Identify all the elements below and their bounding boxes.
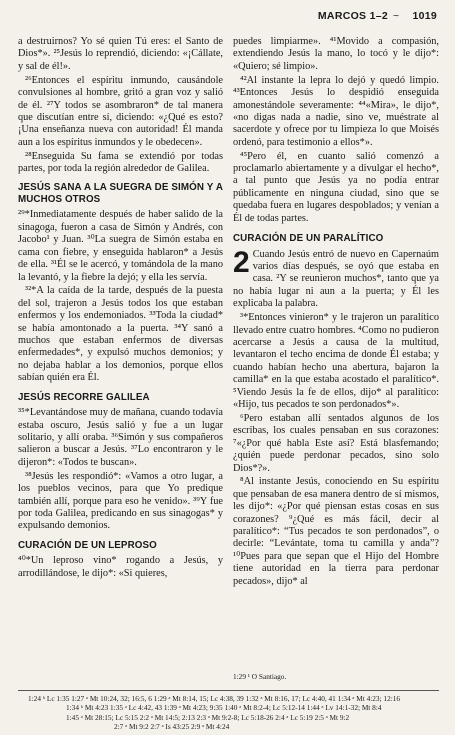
book-range: MARCOS 1–2 — [317, 10, 388, 22]
verse-paragraph: ⁴⁰*Un leproso vino* rogando a Jesús, y arrodillándose, le dijo*: «Si quieres, — [18, 555, 223, 579]
cross-reference-line: 1:34 ᵇ Mt 4:23 1:35 ᵃ Lc 4:42, 43 1:39 ᵃ Mt 4:23; 9:35 1:40 ᵃ Mt 8:2-4; Lc 5:12-14 1:44 ᵃ Lv 14:1-32; Mt 8:4 — [66, 703, 382, 713]
section-heading: CURACIÓN DE UN LEPROSO — [18, 539, 157, 551]
right-column — [233, 36, 439, 590]
footnote-divider — [18, 690, 439, 691]
verse-paragraph: ³⁵*Levantándose muy de mañana, cuando todavía estaba oscuro, Jesús salió y fue a un lugar solitario, y allí oraba. ³⁶Simón y sus compañeros salieron a buscar a Jesús. ³⁷Lo encontraron y le dijeron*: «Todos te buscan». — [18, 407, 223, 468]
verse-paragraph: ⁴²Al instante la lepra lo dejó y quedó limpio. ⁴³Entonces Jesús lo despidió enseguida amonestándole severamente: ⁴⁴«Mira», le dijo*, «no digas nada a nadie, sino ve, muéstrate al sacerdote y ofrece por tu limpieza lo que Moisés ordenó, para testimonio a ellos*». — [233, 74, 439, 148]
page-number: 1019 — [412, 10, 437, 22]
verse-paragraph: a destruirnos? Yo sé quien Tú eres: el Santo de Dios*». ²⁵Jesús lo reprendió, diciendo: «¡Cállate, y sal de él!». — [18, 36, 223, 72]
section-heading: JESÚS SANA A LA SUEGRA DE SIMÓN Y A MUCHOS OTROS — [18, 182, 223, 205]
verse-paragraph: ⁸Al instante Jesús, conociendo en Su espíritu que pensaban de esa manera dentro de sí mismos, les dijo*: «¿Por qué piensan estas cosas en sus corazones? ⁹¿Qué es más fácil, decir al paralítico*: “Tus pecados te son perdonados”, o decirle: “Levántate, toma tu camilla y anda”? ¹⁰Pues para que sepan que el Hijo del Hombre tiene autoridad en la tierra para perdonar pecados», dijo* al — [233, 476, 439, 587]
verse-paragraph: ²⁶Entonces el espíritu inmundo, causándole convulsiones al hombre, gritó a gran voz y salió de él. ²⁷Y todos se asombraron* de tal manera que discutían entre sí, diciendo: «¿Qué es esto? ¡Una enseñanza nueva con autoridad! Él manda aun a los espíritus inmundos y le obedecen». — [18, 74, 223, 148]
left-column — [18, 36, 223, 582]
chapter-number: 2 — [233, 245, 250, 279]
chapter-opening — [233, 245, 439, 311]
section-heading: JESÚS RECORRE GALILEA — [18, 391, 150, 403]
cross-reference-line: 1:24 ᵇ Lc 1:35 1:27 ᵃ Mt 10:24, 32; 16:5, 6 1:29 ᵃ Mt 8:14, 15; Lc 4:38, 39 1:32 ᵃ Mt 8:16, 17; Lc 4:40, 41 1:34 ᵃ Mt 4:23; 12:16 — [28, 694, 401, 703]
verse-paragraph: ³*Entonces vinieron* y le trajeron un paralítico llevado entre cuatro hombres. ⁴Como no pudieron acercarse a Jesús a causa de la multitud, levantaron el techo encima de donde Él estaba; y cuando habían hecho una abertura, bajaron la camilla* en la que estaba acostado el paralítico*. ⁵Viendo Jesús la fe de ellos, dijo* al paralítico: «Hijo, tus pecados te son perdonados*». — [233, 312, 439, 410]
verse-text: Cuando Jesús entró de nuevo en Capernaúm varios días después, se oyó que estaba en casa. ²Y se reunieron muchos*, tanto que ya no había lugar ni aun a la puerta; y Él les explicaba la palabra. — [233, 248, 439, 310]
footnote: 1:29 ¹ O Santiago. — [233, 672, 287, 681]
verse-paragraph: ²⁸Enseguida Su fama se extendió por todas partes, por toda la región alrededor de Galilea. — [18, 150, 223, 175]
section-heading: CURACIÓN DE UN PARALÍTICO — [233, 233, 384, 245]
verse-paragraph: ²⁹*Inmediatamente después de haber salido de la sinagoga, fueron a casa de Simón y Andrés, con Jacobo¹ y Juan. ³⁰La suegra de Simón estaba en cama con fiebre, y enseguida hablaron* a Jesús de ella. ³¹Él se le acercó, y tomándola de la mano la levantó, y la fiebre la dejó; y ella les servía. — [18, 209, 223, 283]
verse-paragraph: ⁴⁵Pero él, en cuanto salió comenzó a proclamarlo abiertamente y a divulgar el hecho*, a tal punto que Jesús ya no podía entrar públicamente en ninguna ciudad, sino que se quedaba fuera en lugares despoblados; y venían a Él de todas partes. — [233, 150, 439, 224]
header-separator: ~ — [393, 10, 400, 22]
cross-reference-line: 2:7 ᵃ Mt 9:2 2:7 ᵃ Is 43:25 2:9 ᵃ Mt 4:24 — [114, 721, 230, 731]
cross-references — [18, 694, 439, 731]
verse-paragraph: ³²*A la caída de la tarde, después de la puesta del sol, trajeron a Jesús todos los que estaban enfermos y los endemoniados. ³³Toda la ciudad* se había amontonado a la puerta. ³⁴Y sanó a muchos que estaban enfermos de diversas enfermedades*, y expulsó muchos demonios; y no dejaba hablar a los demonios, porque ellos sabían quién era Él. — [18, 285, 223, 384]
cross-reference-line: 1:45 ᵃ Mt 28:15; Lc 5:15 2:2 ᵃ Mt 14:5; 2:13 2:3 ᵃ Mt 9:2-8; Lc 5:18-26 2:4 ᵃ Lc 5:19 2:5 ᵃ Mt 9:2 — [66, 712, 350, 722]
running-head — [318, 10, 437, 22]
verse-paragraph: ⁶Pero estaban allí sentados algunos de los escribas, los cuales pensaban en sus corazones: ⁷«¿Por qué habla Este así? Está blasfemando; ¿quién puede perdonar pecados, sino solo Dios*?». — [233, 412, 439, 474]
verse-paragraph: puedes limpiarme». ⁴¹Movido a compasión, extendiendo Jesús la mano, lo tocó y le dijo*: «Quiero; sé limpio». — [233, 36, 439, 72]
verse-paragraph: ³⁸Jesús les respondió*: «Vamos a otro lugar, a los pueblos vecinos, para que Yo predique también allí, porque para eso he venido». ³⁹Y fue por toda Galilea, predicando en sus sinagogas* y expulsando demonios. — [18, 470, 223, 532]
